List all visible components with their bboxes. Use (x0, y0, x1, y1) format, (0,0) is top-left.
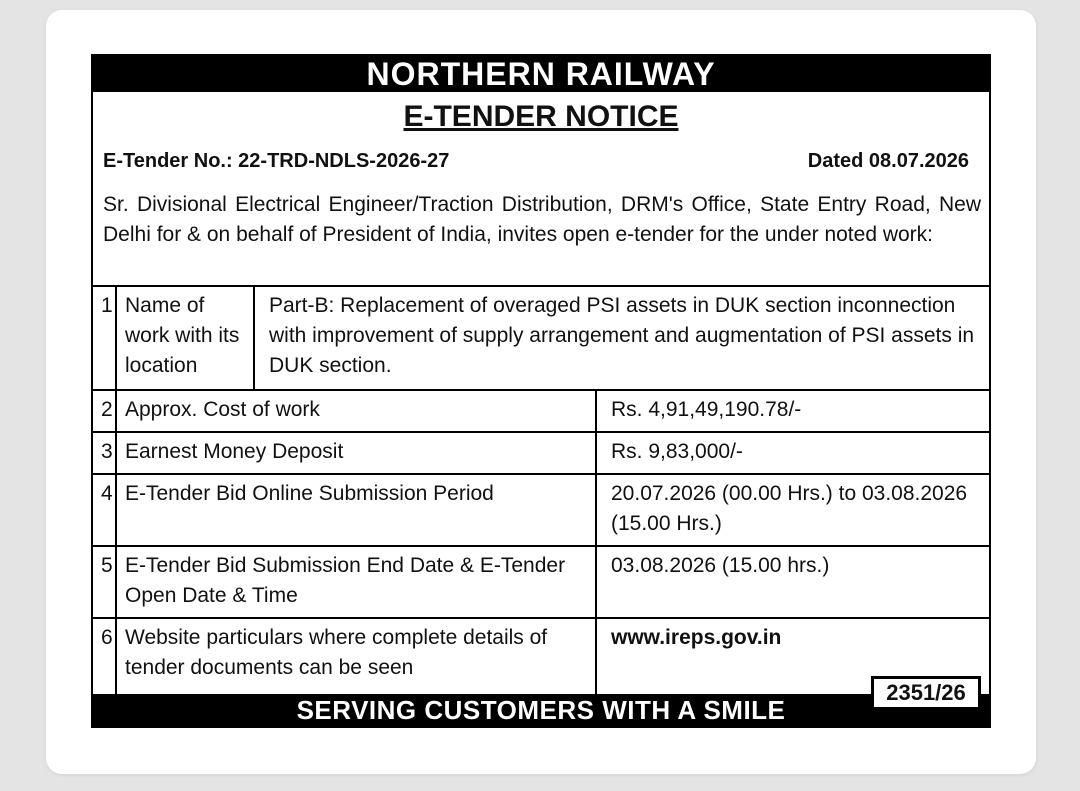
tender-number: E-Tender No.: 22-TRD-NDLS-2026-27 (103, 150, 450, 172)
row-number: 4 (93, 474, 116, 546)
row-label: Name of work with its location (117, 287, 254, 389)
row-value: Part-B: Replacement of overaged PSI assets in DUK section inconnection with improvement of supply arrangement and augmentation of PSI assets in DUK section. (269, 294, 975, 377)
table-row (93, 432, 989, 474)
intro-paragraph: Sr. Divisional Electrical Engineer/Traction Distribution, DRM's Office, State Entry Road, New Delhi for & on behalf of President of India, invites open e-tender for the under noted work: (103, 193, 981, 246)
table-row (93, 546, 989, 618)
tender-notice (91, 54, 991, 728)
tender-details-table (93, 285, 989, 703)
table-row (93, 390, 989, 432)
organization-banner: NORTHERN RAILWAY (93, 56, 989, 92)
row-number: 3 (93, 432, 116, 474)
row-number: 5 (93, 546, 116, 618)
notice-code-badge: 2351/26 (871, 676, 981, 710)
row-label: E-Tender Bid Submission End Date & E-Tender Open Date & Time (116, 546, 596, 618)
row-value: 03.08.2026 (15.00 hrs.) (596, 546, 989, 618)
row-value: Rs. 9,83,000/- (596, 432, 989, 474)
row-number: 2 (93, 390, 116, 432)
slogan-banner: SERVING CUSTOMERS WITH A SMILE (93, 694, 989, 726)
row-number: 6 (93, 618, 116, 702)
row-value: Rs. 4,91,49,190.78/- (596, 390, 989, 432)
table-row (93, 286, 989, 390)
table-row (93, 618, 989, 702)
row-label: Approx. Cost of work (116, 390, 596, 432)
table-row (93, 474, 989, 546)
website-link[interactable]: www.ireps.gov.in (596, 618, 989, 702)
row-value: 20.07.2026 (00.00 Hrs.) to 03.08.2026 (15.00 Hrs.) (596, 474, 989, 546)
tender-date: Dated 08.07.2026 (807, 150, 969, 172)
row-label: Earnest Money Deposit (116, 432, 596, 474)
row-label: E-Tender Bid Online Submission Period (116, 474, 596, 546)
row-label: Website particulars where complete details of tender documents can be seen (116, 618, 596, 702)
notice-title: E-TENDER NOTICE (403, 100, 679, 133)
row-number: 1 (93, 286, 116, 390)
